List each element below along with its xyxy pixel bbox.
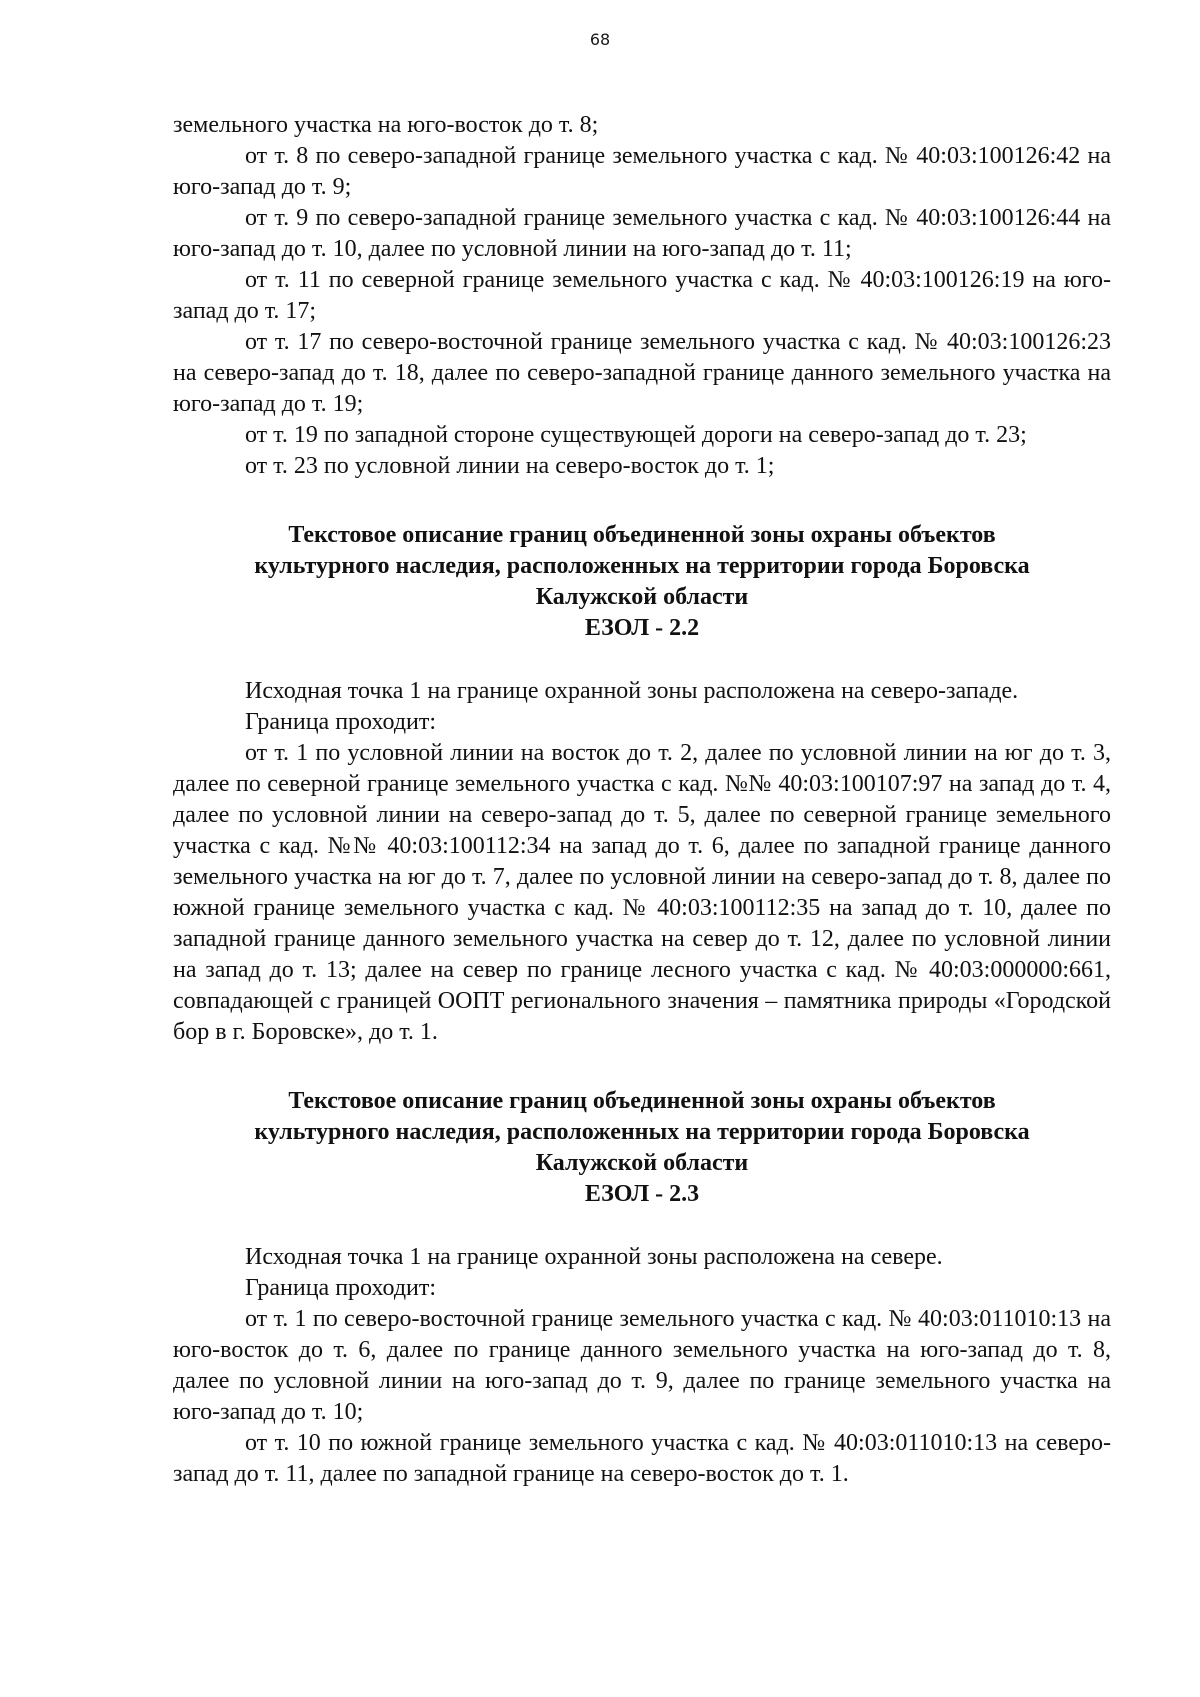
paragraph: Исходная точка 1 на границе охранной зоны расположена на севере. [245, 1244, 943, 1270]
section-heading-ezol-2-3 [173, 1086, 1111, 1210]
zone-code: ЕЗОЛ - 2.3 [584, 1181, 700, 1207]
paragraph: от т. 1 по северо-восточной границе земельного участка с кад. № 40:03:011010:13 на юго-восток до т. 6, далее по границе данного земельного участка на юго-запад до т. 8, далее по условной линии на юго-запад до т. 9, далее по границе земельного участка на юго-запад до т. 10; [173, 1306, 1111, 1425]
paragraph: от т. 1 по условной линии на восток до т. 2, далее по условной линии на юг до т. 3, далее по северной границе земельного участка с кад. №№ 40:03:100107:97 на запад до т. 4, далее по условной линии на северо-запад до т. 5, далее по северной границе земельного участка с кад. №№ 40:03:100112:34 на запад до т. 6, далее по западной границе данного земельного участка на юг до т. 7, далее по условной линии на северо-запад до т. 8, далее по южной границе земельного участка с кад. № 40:03:100112:35 на запад до т. 10, далее по западной границе данного земельного участка на север до т. 12, далее по условной линии на запад до т. 13; далее на север по границе лесного участка с кад. № 40:03:000000:661, совпадающей с границей ООПТ регионального значения – памятника природы «Городской бор в г. Боровске», до т. 1. [173, 740, 1111, 1045]
paragraph: от т. 19 по западной стороне существующей дороги на северо-запад до т. 23; [245, 422, 1027, 448]
paragraph: от т. 9 по северо-западной границе земельного участка с кад. № 40:03:100126:44 на юго-запад до т. 10, далее по условной линии на юго-запад до т. 11; [173, 205, 1111, 262]
paragraph: от т. 11 по северной границе земельного участка с кад. № 40:03:100126:19 на юго-запад до т. 17; [173, 267, 1111, 324]
paragraph: от т. 8 по северо-западной границе земельного участка с кад. № 40:03:100126:42 на юго-запад до т. 9; [173, 143, 1111, 200]
zone-code: ЕЗОЛ - 2.2 [584, 615, 700, 641]
paragraph: от т. 17 по северо-восточной границе земельного участка с кад. № 40:03:100126:23 на северо-запад до т. 18, далее по северо-западной границе данного земельного участка на юго-запад до т. 19; [173, 329, 1111, 417]
section-ezol-2-2 [173, 520, 1111, 1048]
page-number: 68 [589, 30, 611, 49]
paragraph: земельного участка на юго-восток до т. 8; [173, 112, 599, 138]
section-heading-ezol-2-2 [173, 520, 1111, 644]
heading-line: Калужской области [535, 1150, 749, 1176]
heading-line: Текстовое описание границ объединенной зоны охраны объектов [288, 522, 996, 548]
section-ezol-2-3 [173, 1086, 1111, 1490]
paragraph: от т. 10 по южной границе земельного участка с кад. № 40:03:011010:13 на северо-запад до т. 11, далее по западной границе на северо-восток до т. 1. [173, 1430, 1111, 1487]
heading-line: культурного наследия, расположенных на территории города Боровска [254, 553, 1030, 579]
paragraph: Граница проходит: [245, 709, 437, 735]
heading-line: культурного наследия, расположенных на территории города Боровска [254, 1119, 1030, 1145]
heading-line: Калужской области [535, 584, 749, 610]
paragraph: Исходная точка 1 на границе охранной зоны расположена на северо-западе. [245, 678, 1019, 704]
continued-boundary-description [173, 110, 1111, 482]
paragraph: Граница проходит: [245, 1275, 437, 1301]
heading-line: Текстовое описание границ объединенной зоны охраны объектов [288, 1088, 996, 1114]
paragraph: от т. 23 по условной линии на северо-восток до т. 1; [245, 453, 775, 479]
document-body [173, 110, 1111, 1490]
